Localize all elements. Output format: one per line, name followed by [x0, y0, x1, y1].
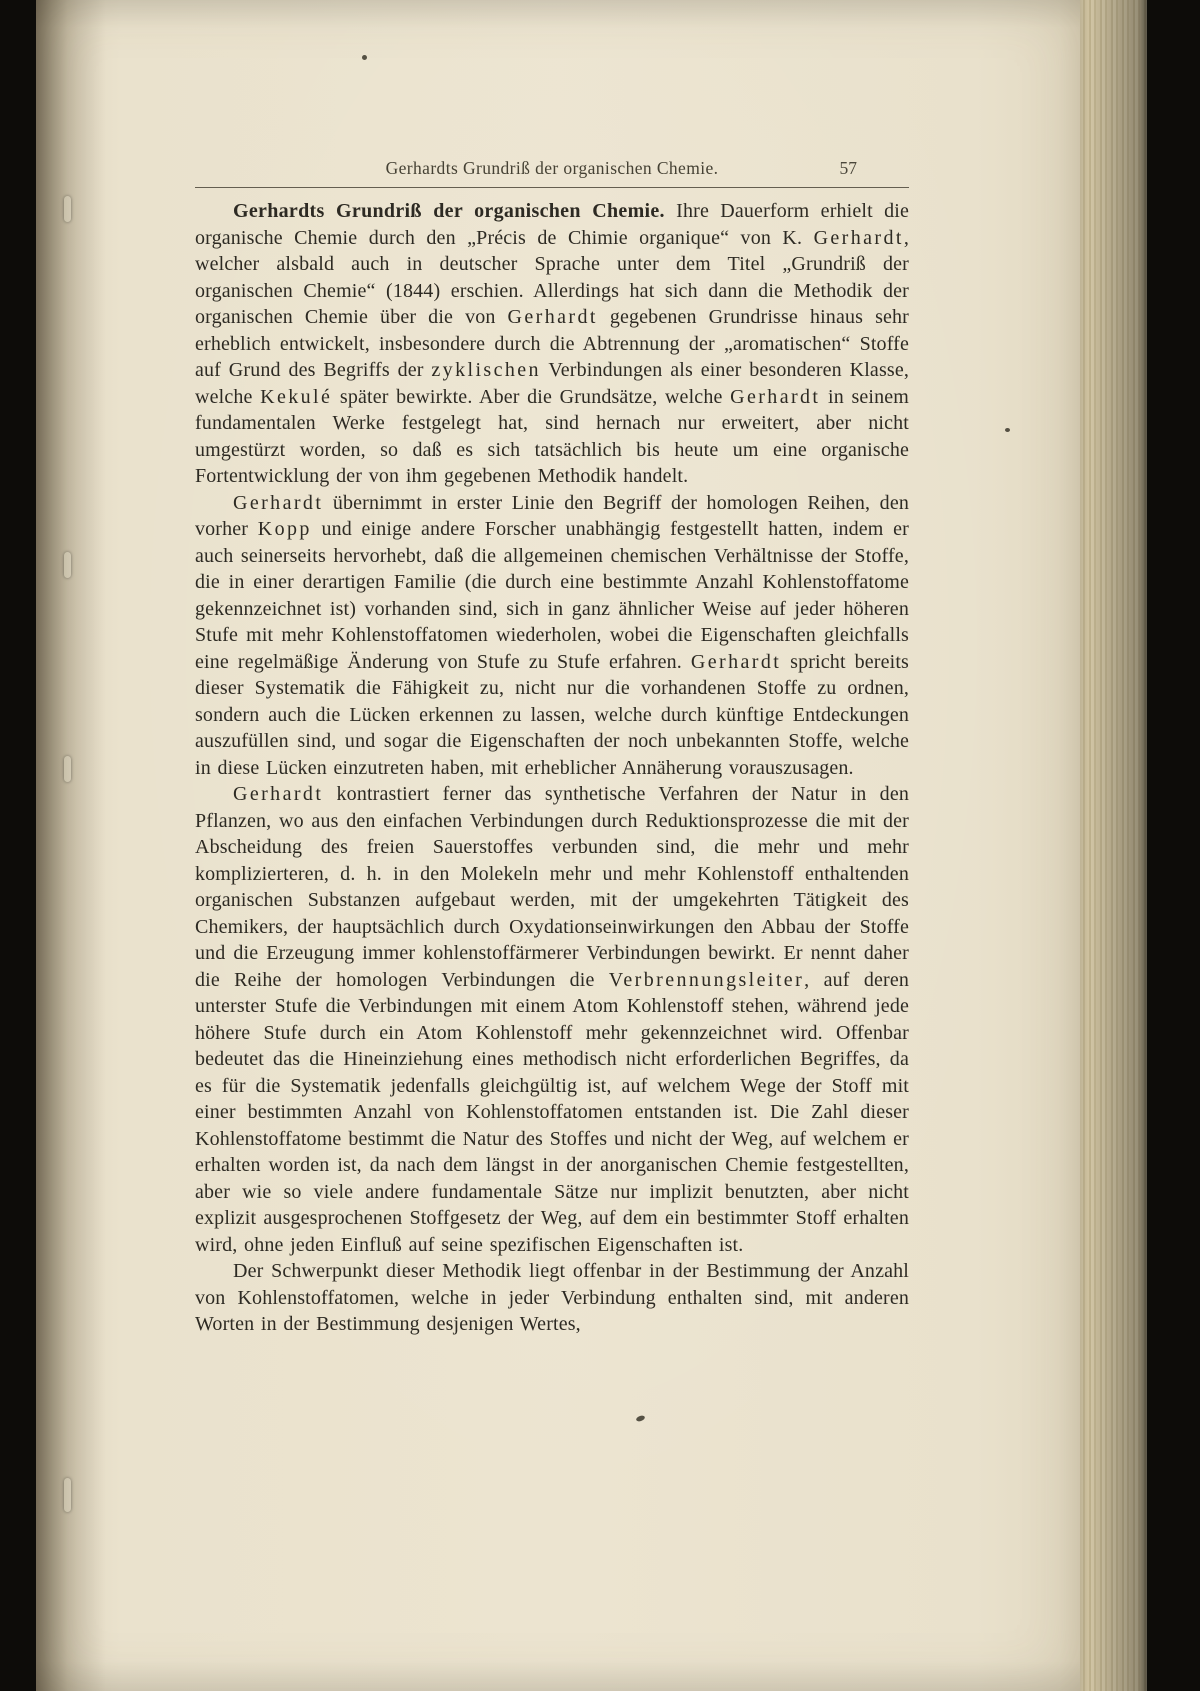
text-segment: , auf deren unterster Stufe die Verbindungen mit einem Atom Kohlenstoff stehen, während jede höhere Stufe durch ein Atom Kohlenstoff mehr gekennzeichnet wird. Offenbar bedeutet das die Hineinziehung eines methodisch nicht erforderlichen Begriffes, da es für die Systematik jedenfalls gleichgültig ist, auf welchem Wege der Stoff mit einer bestimmten Anzahl von Kohlenstoffatomen entstanden ist. Die Zahl dieser Kohlenstoffatome bestimmt die Natur des Stoffes und nicht der Weg, auf welchem er erhalten worden ist, da nach dem längst in der anorganischen Chemie festgestellten, aber wie so viele andere fundamentale Sätze nur implizit benutzten, aber nicht explizit ausgesprochenen Stoffgesetz der Weg, auf dem ein bestimmter Stoff erhalten wird, ohne jeden Einfluß auf seine spezifischen Eigenschaften ist. [195, 968, 910, 1256]
paragraph [195, 490, 909, 782]
text-segment: Gerhardt [233, 491, 324, 514]
text-segment: Verbrennungsleiter [608, 968, 805, 991]
text-segment: Der Schwerpunkt dieser Methodik liegt offenbar in der Bestimmung der Anzahl von Kohlenstoffatomen, welche in jeder Verbindung enthalten sind, mit anderen Worten in der Bestimmung desjenigen Wertes, [195, 1260, 909, 1335]
text-segment: und einige andere Forscher unabhängig festgestellt hatten, indem er auch seinerseits hervorhebt, daß die allgemeinen chemischen Verhältnisse der Stoffe, die in einer derartigen Familie (die durch eine bestimmte Anzahl Kohlenstoffatome gekennzeichnet ist) vorhanden sind, sich in ganz ähnlicher Weise auf jeder höheren Stufe mit mehr Kohlenstoffatomen wiederholen, wobei die Eigenschaften gleichfalls eine regelmäßige Änderung von Stufe zu Stufe erfahren. [195, 518, 909, 673]
text-segment: spricht bereits dieser Systematik die Fähigkeit zu, nicht nur die vorhandenen Stoffe zu ordnen, sondern auch die Lücken erkennen zu lassen, welche durch künftige Entdeckungen auszufüllen sind, und sogar die Eigenschaften der noch unbekannten Stoffe, welche in diese Lücken einzutreten haben, mit erheblicher Annäherung vorauszusagen. [195, 650, 909, 779]
ink-speck [1005, 428, 1010, 432]
text-segment: Gerhardt [507, 306, 598, 328]
spine-shadow [36, 0, 106, 1691]
text-segment: Verbindungen als einer besonderen Klasse, welche [195, 359, 909, 408]
book-page-edges [1080, 0, 1147, 1691]
text-segment: Gerhardt [730, 385, 821, 408]
ink-speck [362, 55, 367, 60]
header-rule [195, 187, 909, 188]
spine-stitch [64, 756, 71, 782]
text-segment: Gerhardts Grundriß der organischen Chemie. [233, 200, 665, 222]
text-segment: zyklischen [431, 359, 541, 381]
text-segment: Kekulé [260, 385, 333, 408]
text-segment: Kopp [257, 518, 312, 540]
running-title: Gerhardts Grundriß der organischen Chemie. [385, 158, 719, 178]
text-segment: in seinem fundamentalen Werke festgelegt hat, sind hernach nur erweitert, aber nicht umgestürzt worden, so daß es sich tatsächlich bis heute um eine organische Fortentwicklung der von ihm gegebenen Methodik handelt. [195, 385, 910, 487]
text-segment: , welcher alsbald auch in deutscher Sprache unter dem Titel „Grundriß der organischen Chemie“ (1844) erschien. Allerdings hat sich dann die Methodik der organischen Chemie über die von [195, 226, 909, 328]
book-page [36, 0, 1080, 1691]
text-segment: Gerhardt [233, 783, 324, 805]
text-segment: später bewirkte. Aber die Grundsätze, welche [332, 385, 731, 408]
paragraph [195, 198, 909, 490]
paragraph [195, 1258, 909, 1338]
page-content [195, 158, 909, 1338]
paragraph [195, 781, 909, 1258]
text-segment: kontrastiert ferner das synthetische Verfahren der Natur in den Pflanzen, wo aus den einfachen Verbindungen durch Reduktionsprozesse die mit der Abscheidung des freien Sauerstoffes verbunden sind, die mehr und mehr komplizierteren, d. h. in den Molekeln mehr und mehr Kohlenstoff enthaltenden organischen Substanzen aufgebaut werden, mit der umgekehrten Tätigkeit des Chemikers, der hauptsächlich durch Oxydationseinwirkungen den Abbau der Stoffe und die Erzeugung immer kohlenstoffärmerer Verbindungen bewirkt. Er nennt daher die Reihe der homologen Verbindungen die [195, 783, 909, 991]
text-segment: Gerhardt [813, 226, 904, 249]
text-segment: Gerhardt [690, 650, 782, 673]
text-segment: gegebenen Grundrisse hinaus sehr erheblich entwickelt, insbesondere durch die Abtrennung der „aromatischen“ Stoffe auf Grund des Begriffs der [195, 306, 909, 381]
text-segment: Ihre Dauerform erhielt die organische Chemie durch den „Précis de Chimie organique“ von K. [195, 200, 910, 249]
spine-stitch [64, 196, 71, 222]
ink-speck [635, 1415, 645, 1423]
spine-stitch [64, 1478, 71, 1512]
spine-stitch [64, 552, 71, 578]
page-number: 57 [839, 158, 857, 178]
body-text [195, 198, 909, 1338]
text-segment: übernimmt in erster Linie den Begriff der homologen Reihen, den vorher [195, 491, 909, 540]
running-header [195, 158, 909, 182]
